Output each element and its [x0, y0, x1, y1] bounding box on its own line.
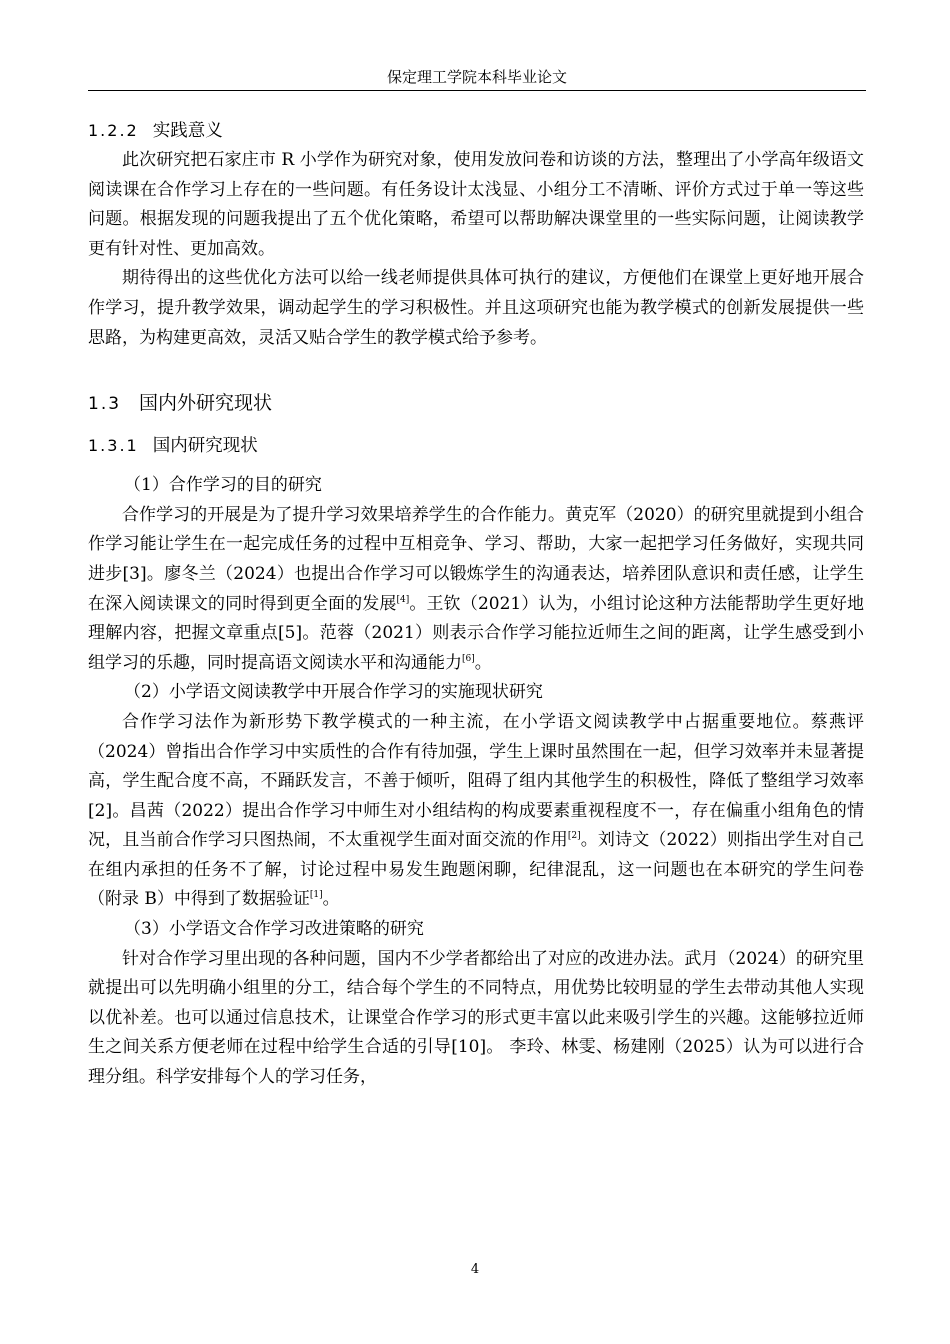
- paragraph-text: 。刘诗文（2022）则指出学生对自己在组内承担的任务不了解，讨论过程中易发生跑题闲聊，纪律混乱，这一问题也在本研究的学生问卷（附录 B）中得到了数据验证: [88, 830, 865, 910]
- paragraph-text: 合作学习法作为新形势下教学模式的一种主流，在小学语文阅读教学中占据重要地位。蔡燕评（2024）曾指出合作学习中实质性的合作有待加强，学生上课时虽然围在一起，但学习效率并未显著提高，学生配合度不高，不踊跃发言，不善于倾听，阻碍了组内其他学生的积极性，降低了整组学习效率[2]。昌茜（2022）提出合作学习中师生对小组结构的构成要素重视程度不一，存在偏重小组角色的情况，且当前合作学习只图热闹，不太重视学生面对面交流的作用: [88, 711, 864, 851]
- paragraph: 此次研究把石家庄市 R 小学作为研究对象，使用发放问卷和访谈的方法，整理出了小学高年级语文阅读课在合作学习上存在的一些问题。有任务设计太浅显、小组分工不清晰、评价方式过于单一等这些问题。根据发现的问题我提出了五个优化策略，希望可以帮助解决课堂里的一些实际问题，让阅读教学更有针对性、更加高效。: [88, 150, 864, 259]
- section-heading-1-2-2: [88, 116, 864, 146]
- page-number: 4: [470, 1262, 480, 1277]
- page-header: 保定理工学院本科毕业论文: [88, 66, 866, 91]
- section-title: 国内研究现状: [152, 436, 258, 457]
- citation: [2]: [567, 831, 581, 842]
- subheading-status: （2）小学语文阅读教学中开展合作学习的实施现状研究: [124, 682, 543, 703]
- paragraph-text: 。: [322, 889, 340, 910]
- section-heading-1-3: [88, 387, 864, 419]
- citation: [1]: [309, 890, 323, 901]
- paragraph: [88, 708, 864, 915]
- section-number: 1.3: [88, 394, 122, 415]
- section-title: 国内外研究现状: [139, 392, 273, 415]
- section-number: 1.3.1: [88, 436, 139, 456]
- paragraph-text: 。王钦（2021）认为，小组讨论这种方法能帮助学生更好地理解内容，把握文章重点[5]。范蓉（2021）则表示合作学习能拉近师生之间的距离，让学生感受到小组学习的乐趣，同时提高语文阅读水平和沟通能力: [88, 593, 865, 673]
- page-body: [88, 116, 864, 1093]
- paragraph: [88, 501, 864, 679]
- paragraph: 针对合作学习里出现的各种问题，国内不少学者都给出了对应的改进办法。武月（2024）的研究里就提出可以先明确小组里的分工，结合每个学生的不同特点，用优势比较明显的学生去带动其他人实现以优补差。也可以通过信息技术，让课堂合作学习的形式更丰富以此来吸引学生的兴趣。这能够拉近师生之间关系方便老师在过程中给学生合适的引导[10]。 李玲、林雯、杨建刚（2025）认为可以进行合理分组。科学安排每个人的学习任务，: [88, 948, 864, 1088]
- subheading-purpose: （1）合作学习的目的研究: [124, 475, 322, 496]
- paragraph-text: 合作学习的开展是为了提升学习效果培养学生的合作能力。黄克军（2020）的研究里就提到小组合作学习能让学生在一起完成任务的过程中互相竞争、学习、帮助，大家一起把学习任务做好，实现共同进步[3]。廖冬兰（2024）也提出合作学习可以锻炼学生的沟通表达，培养团队意识和责任感，让学生在深入阅读课文的同时得到更全面的发展: [88, 504, 864, 614]
- section-heading-1-3-1: [88, 431, 864, 461]
- paragraph: 期待得出的这些优化方法可以给一线老师提供具体可执行的建议，方便他们在课堂上更好地开展合作学习，提升教学效果，调动起学生的学习积极性。并且这项研究也能为教学模式的创新发展提供一些思路，为构建更高效，灵活又贴合学生的教学模式给予参考。: [88, 268, 864, 348]
- citation: [6]: [462, 653, 475, 664]
- section-title: 实践意义: [152, 121, 223, 141]
- subheading-strategies: （3）小学语文合作学习改进策略的研究: [124, 919, 424, 940]
- section-number: 1.2.2: [88, 121, 139, 140]
- paragraph-text: 。: [474, 652, 492, 673]
- citation: [4]: [396, 594, 410, 605]
